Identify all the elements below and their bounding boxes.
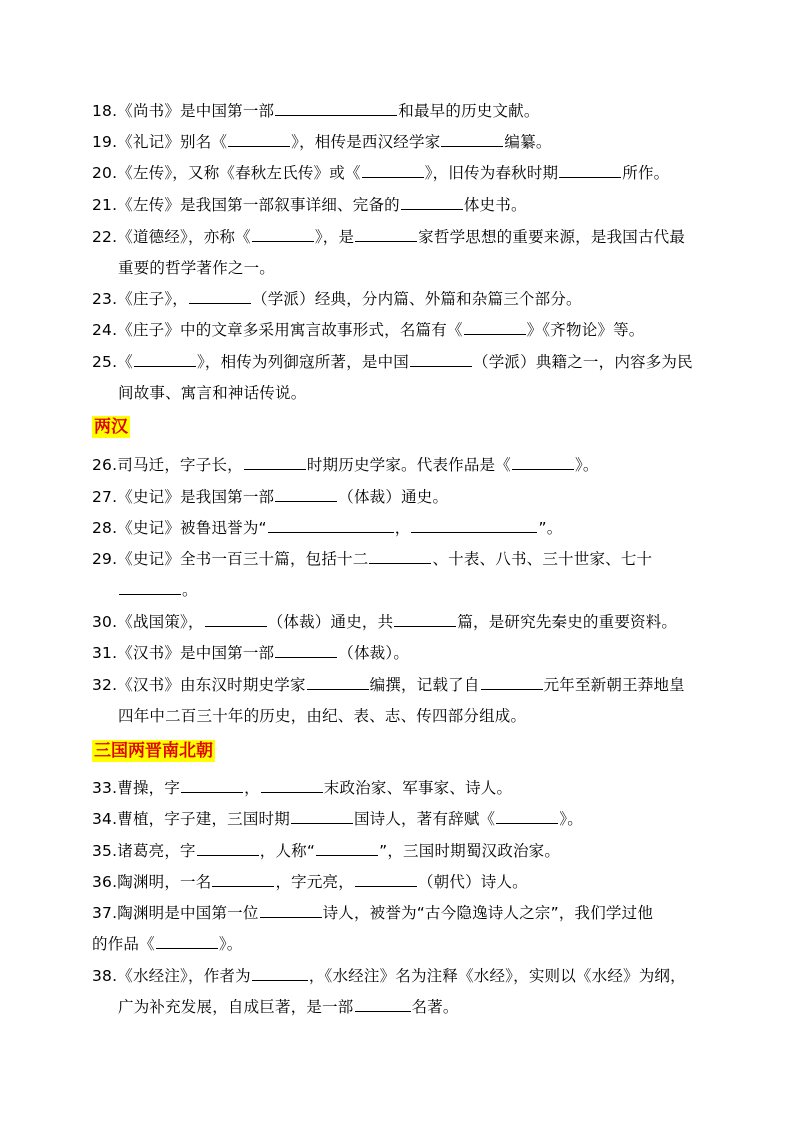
question-24: 24.《庄子》中的文章多采用寓言故事形式，名篇有《 》《齐物论》等。	[92, 321, 645, 339]
answer-blank[interactable]	[260, 902, 322, 918]
answer-blank[interactable]	[291, 808, 353, 824]
question-35: 35.诸葛亮，字 ，人称“ ”，三国时期蜀汉政治家。	[92, 842, 561, 860]
answer-blank[interactable]	[401, 194, 463, 210]
answer-blank[interactable]	[212, 871, 274, 887]
question-38-continued: 广为补充发展，自成巨著，是一部 名著。	[118, 998, 459, 1016]
answer-blank[interactable]	[410, 351, 472, 367]
answer-blank[interactable]	[244, 454, 306, 470]
question-28: 28.《史记》被鲁迅誉为“ ， ”。	[92, 519, 563, 537]
answer-blank[interactable]	[119, 579, 181, 595]
answer-blank[interactable]	[369, 548, 431, 564]
question-34: 34.曹植，字子建，三国时期 国诗人，著有辞赋《 》。	[92, 810, 583, 828]
answer-blank[interactable]	[189, 288, 251, 304]
answer-blank[interactable]	[316, 840, 378, 856]
answer-blank[interactable]	[411, 517, 537, 533]
question-25: 25.《 》，相传为列御寇所著，是中国 （学派）典籍之一，内容多为民	[92, 353, 693, 371]
question-36: 36.陶渊明，一名 ，字元亮， （朝代）诗人。	[92, 873, 528, 891]
question-31: 31.《汉书》是中国第一部 （体裁）。	[92, 644, 410, 662]
question-27: 27.《史记》是我国第一部 （体裁）通史。	[92, 488, 449, 506]
question-19: 19.《礼记》别名《 》，相传是西汉经学家 编纂。	[92, 133, 552, 151]
answer-blank[interactable]	[205, 611, 267, 627]
question-29-continued: 。	[118, 579, 198, 601]
answer-blank[interactable]	[307, 674, 369, 690]
question-29: 29.《史记》全书一百三十篇，包括十二 、十表、八书、三十世家、七十	[92, 550, 653, 568]
answer-blank[interactable]	[355, 871, 417, 887]
question-38: 38.《水经注》，作者为 ，《水经注》名为注释《水经》，实则以《水经》为纲，	[92, 967, 686, 985]
question-25-continued: 间故事、寓言和神话传说。	[118, 384, 307, 402]
answer-blank[interactable]	[355, 996, 411, 1012]
answer-blank[interactable]	[355, 226, 417, 242]
question-30: 30.《战国策》， （体裁）通史，共 篇，是研究先秦史的重要资料。	[92, 613, 678, 631]
answer-blank[interactable]	[441, 131, 503, 147]
answer-blank[interactable]	[496, 808, 558, 824]
question-21: 21.《左传》是我国第一部叙事详细、完备的 体史书。	[92, 196, 527, 214]
answer-blank[interactable]	[559, 162, 621, 178]
answer-blank[interactable]	[464, 319, 526, 335]
section-heading-three-kingdoms: 三国两晋南北朝	[94, 741, 213, 761]
answer-blank[interactable]	[181, 777, 243, 793]
answer-blank[interactable]	[156, 933, 218, 949]
question-37-continued: 的作品《 》。	[92, 935, 243, 953]
question-18: 18.《尚书》是中国第一部 和最早的历史文献。	[92, 102, 540, 120]
answer-blank[interactable]	[512, 454, 574, 470]
question-23: 23.《庄子》， （学派）经典，分内篇、外篇和杂篇三个部分。	[92, 290, 582, 308]
answer-blank[interactable]	[275, 486, 337, 502]
question-32-continued: 四年中二百三十年的历史，由纪、表、志、传四部分组成。	[118, 707, 527, 725]
answer-blank[interactable]	[261, 777, 323, 793]
question-32: 32.《汉书》由东汉时期史学家 编撰，记载了自 元年至新朝王莽地皇	[92, 676, 685, 694]
answer-blank[interactable]	[275, 100, 397, 116]
answer-blank[interactable]	[275, 642, 337, 658]
question-26: 26.司马迁，字子长， 时期历史学家。代表作品是《 》。	[92, 456, 599, 474]
question-22: 22.《道德经》，亦称《 》，是 家哲学思想的重要来源，是我国古代最	[92, 228, 686, 246]
question-37: 37.陶渊明是中国第一位 诗人，被誉为“古今隐逸诗人之宗”，我们学过他	[92, 904, 654, 922]
answer-blank[interactable]	[362, 162, 424, 178]
answer-blank[interactable]	[228, 131, 290, 147]
answer-blank[interactable]	[252, 226, 314, 242]
answer-blank[interactable]	[197, 840, 259, 856]
question-20: 20.《左传》，又称《春秋左氏传》或《 》，旧传为春秋时期 所作。	[92, 164, 670, 182]
answer-blank[interactable]	[394, 611, 456, 627]
answer-blank[interactable]	[268, 517, 394, 533]
answer-blank[interactable]	[252, 965, 308, 981]
answer-blank[interactable]	[481, 674, 543, 690]
question-33: 33.曹操，字 ， 末政治家、军事家、诗人。	[92, 779, 513, 797]
section-heading-han: 两汉	[94, 417, 128, 437]
answer-blank[interactable]	[134, 351, 196, 367]
question-22-continued: 重要的哲学著作之一。	[118, 259, 276, 277]
